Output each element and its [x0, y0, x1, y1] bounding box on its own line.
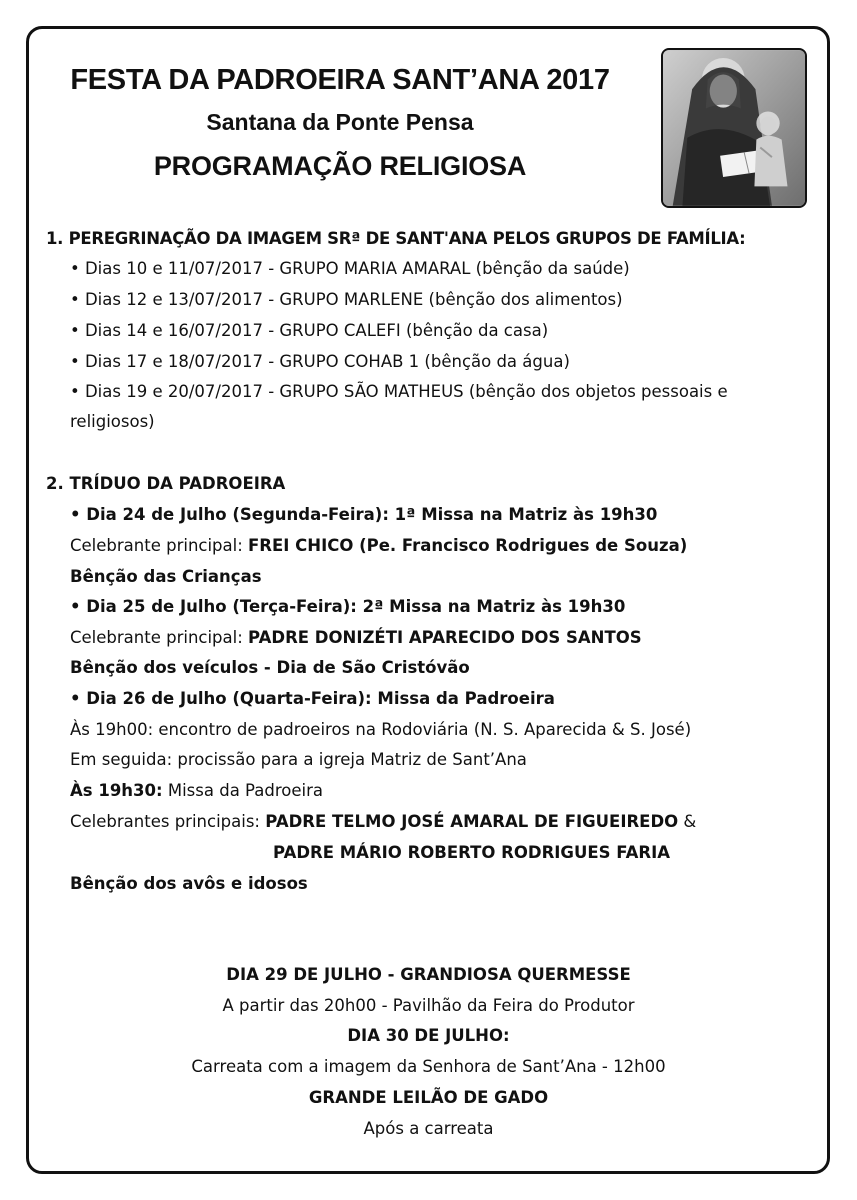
list-item: • Dias 14 e 16/07/2017 - GRUPO CALEFI (bênção da casa)	[70, 321, 549, 340]
kermesse-detail: A partir das 20h00 - Pavilhão da Feira do Produtor	[222, 996, 635, 1015]
day-26-procession: Em seguida: procissão para a igreja Matriz de Sant’Ana	[70, 750, 527, 769]
celebrant-label: Celebrante principal:	[70, 536, 249, 555]
day-25-heading: • Dia 25 de Julho (Terça-Feira): 2ª Missa na Matriz às 19h30	[70, 597, 626, 616]
time-text: Missa da Padroeira	[162, 781, 323, 800]
celebrants-label: Celebrantes principais:	[70, 812, 266, 831]
section-1-title: 1. PEREGRINAÇÃO DA IMAGEM SRª DE SANT'ANA PELOS GRUPOS DE FAMÍLIA:	[46, 229, 746, 248]
page-subtitle: Santana da Ponte Pensa	[206, 109, 474, 135]
day-24-celebrant	[70, 535, 687, 557]
ampersand: &	[678, 812, 697, 831]
day-25-celebrant	[70, 627, 642, 649]
celebrant-label: Celebrante principal:	[70, 628, 249, 647]
saint-anne-image	[661, 48, 807, 208]
section-2-title: 2. TRÍDUO DA PADROEIRA	[46, 474, 286, 493]
list-item: • Dias 10 e 11/07/2017 - GRUPO MARIA AMARAL (bênção da saúde)	[70, 259, 630, 278]
day-26-meeting: Às 19h00: encontro de padroeiros na Rodoviária (N. S. Aparecida & S. José)	[70, 720, 692, 739]
celebrant-name: PADRE TELMO JOSÉ AMARAL DE FIGUEIREDO	[265, 812, 679, 831]
day-24-heading: • Dia 24 de Julho (Segunda-Feira): 1ª Missa na Matriz às 19h30	[70, 505, 658, 524]
day-25-blessing: Bênção dos veículos - Dia de São Cristóvão	[70, 658, 470, 677]
list-item: • Dias 12 e 13/07/2017 - GRUPO MARLENE (bênção dos alimentos)	[70, 290, 623, 309]
day-26-mass-time	[70, 780, 323, 802]
kermesse-title: DIA 29 DE JULHO - GRANDIOSA QUERMESSE	[226, 965, 631, 984]
day-26-blessing: Bênção dos avôs e idosos	[70, 874, 308, 893]
day-30-detail: Carreata com a imagem da Senhora de Sant’Ana - 12h00	[191, 1057, 666, 1076]
program-heading: PROGRAMAÇÃO RELIGIOSA	[153, 151, 527, 181]
day-26-celebrants	[70, 811, 696, 833]
celebrant-name: PADRE DONIZÉTI APARECIDO DOS SANTOS	[248, 628, 642, 647]
celebrant-name: FREI CHICO (Pe. Francisco Rodrigues de Souza)	[248, 536, 688, 555]
auction-detail: Após a carreata	[363, 1119, 494, 1138]
page-title: FESTA DA PADROEIRA SANT’ANA 2017	[70, 64, 610, 96]
day-30-title: DIA 30 DE JULHO:	[347, 1026, 510, 1045]
day-24-blessing: Bênção das Crianças	[70, 567, 262, 586]
day-26-heading: • Dia 26 de Julho (Quarta-Feira): Missa da Padroeira	[70, 689, 555, 708]
list-item: • Dias 19 e 20/07/2017 - GRUPO SÃO MATHEUS (bênção dos objetos pessoais e	[70, 382, 728, 401]
list-item: • Dias 17 e 18/07/2017 - GRUPO COHAB 1 (bênção da água)	[70, 352, 570, 371]
time-label: Às 19h30:	[70, 781, 163, 800]
list-item-continuation: religiosos)	[70, 412, 155, 431]
saint-anne-icon	[663, 50, 805, 206]
auction-title: GRANDE LEILÃO DE GADO	[308, 1088, 549, 1107]
celebrant-name-2: PADRE MÁRIO ROBERTO RODRIGUES FARIA	[273, 843, 671, 862]
